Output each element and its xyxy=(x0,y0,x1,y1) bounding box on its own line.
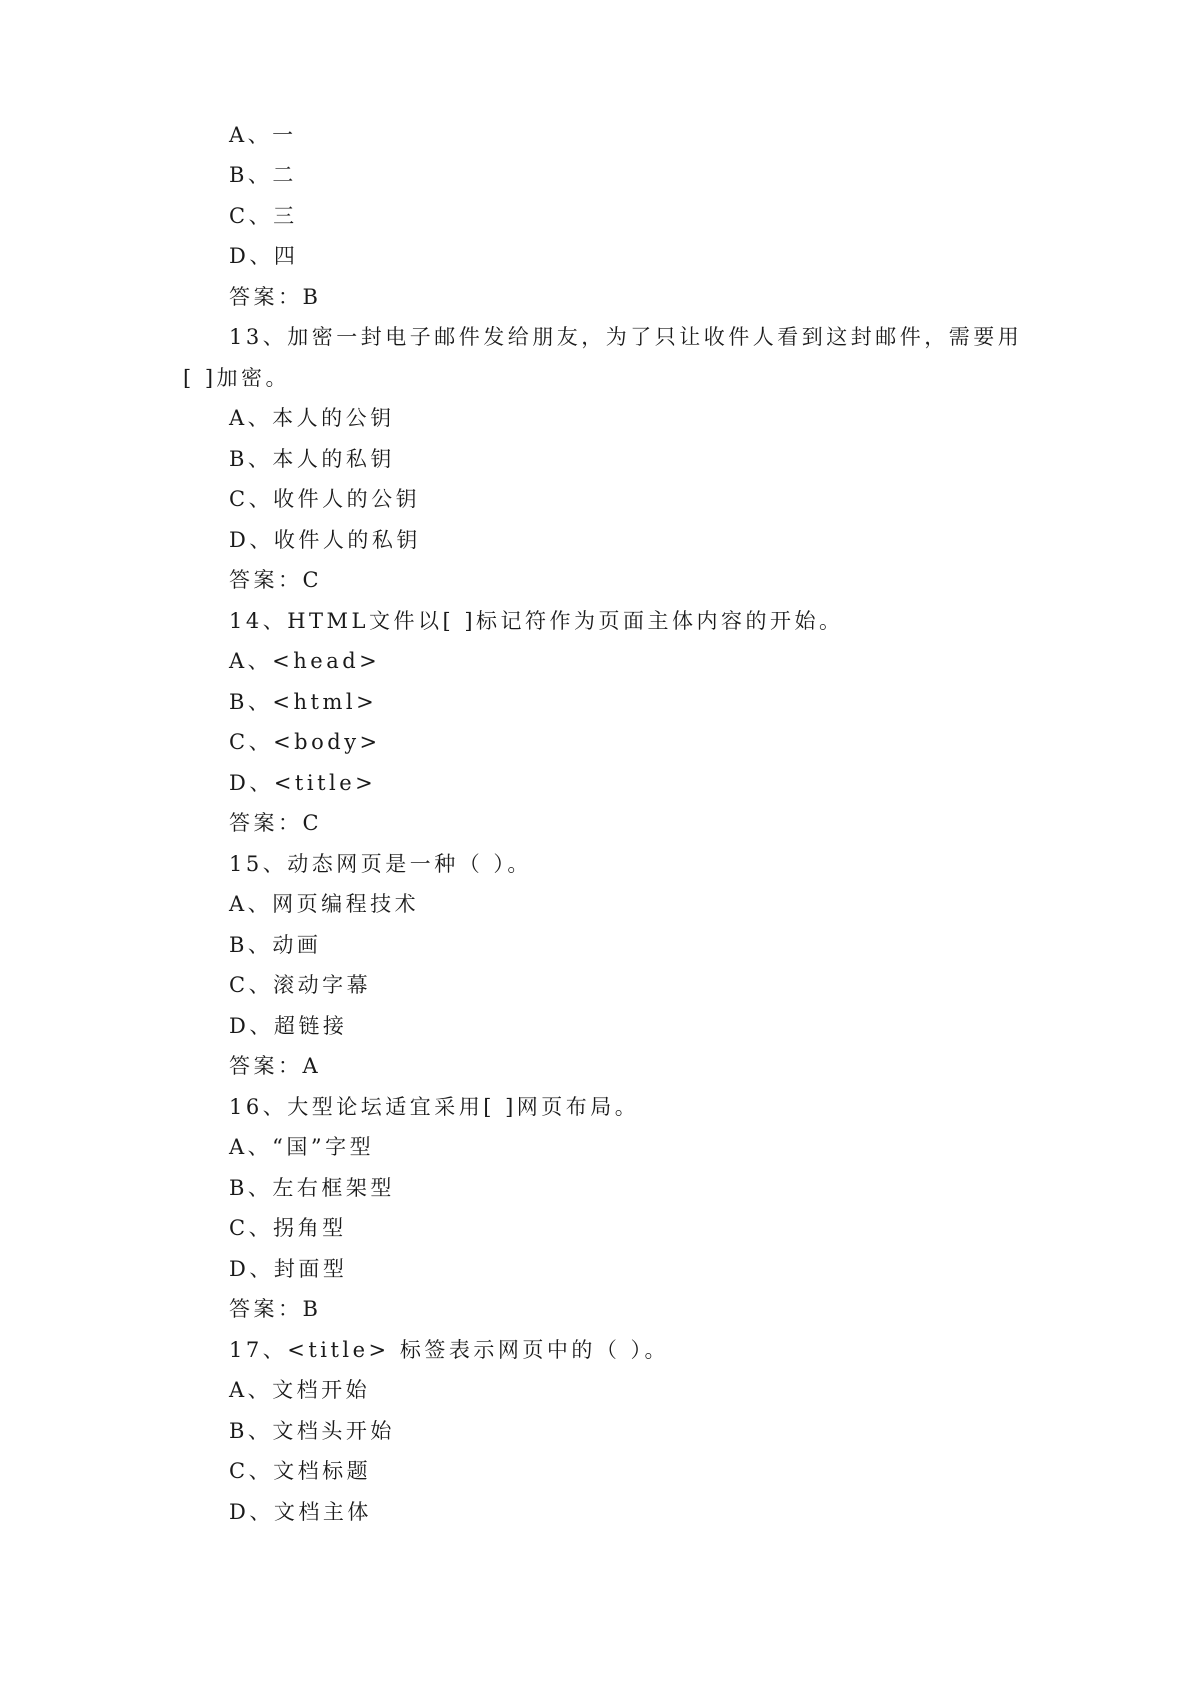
q16-option-c: C、拐角型 xyxy=(229,1216,347,1240)
q14-question: 14、HTML文件以[ ]标记符作为页面主体内容的开始。 xyxy=(229,609,844,633)
q15-question: 15、动态网页是一种（ ）。 xyxy=(229,852,532,876)
q17-option-c: C、文档标题 xyxy=(229,1459,372,1483)
q14-answer: 答案：C xyxy=(229,811,323,835)
q14-option-d: D、<title> xyxy=(229,771,377,795)
q12-option-a: A、一 xyxy=(229,123,297,147)
q14-option-a: A、<head> xyxy=(229,649,381,673)
q13-option-d: D、收件人的私钥 xyxy=(229,528,421,552)
q16-answer: 答案：B xyxy=(229,1297,322,1321)
q13-option-b: B、本人的私钥 xyxy=(229,447,395,471)
q12-option-b: B、二 xyxy=(229,163,297,187)
q16-option-d: D、封面型 xyxy=(229,1257,348,1281)
q13-question-cont: [ ]加密。 xyxy=(183,366,291,390)
q13-question: 13、加密一封电子邮件发给朋友，为了只让收件人看到这封邮件，需要用 xyxy=(229,325,1023,349)
q13-option-c: C、收件人的公钥 xyxy=(229,487,421,511)
q12-answer: 答案：B xyxy=(229,285,322,309)
q15-option-b: B、动画 xyxy=(229,933,322,957)
q14-option-c: C、<body> xyxy=(229,730,381,754)
q12-option-c: C、三 xyxy=(229,204,298,228)
q17-option-a: A、文档开始 xyxy=(229,1378,371,1402)
q15-option-c: C、滚动字幕 xyxy=(229,973,372,997)
q14-option-b: B、<html> xyxy=(229,690,378,714)
q16-option-a: A、“国”字型 xyxy=(229,1135,375,1159)
q13-answer: 答案：C xyxy=(229,568,323,592)
q16-question: 16、大型论坛适宜采用[ ]网页布局。 xyxy=(229,1095,640,1119)
q16-option-b: B、左右框架型 xyxy=(229,1176,395,1200)
q17-question: 17、<title> 标签表示网页中的（ ）。 xyxy=(229,1338,670,1362)
q17-option-b: B、文档头开始 xyxy=(229,1419,395,1443)
q13-option-a: A、本人的公钥 xyxy=(229,406,395,430)
q15-answer: 答案：A xyxy=(229,1054,322,1078)
q17-option-d: D、文档主体 xyxy=(229,1500,372,1524)
q15-option-d: D、超链接 xyxy=(229,1014,348,1038)
q12-option-d: D、四 xyxy=(229,244,299,268)
q15-option-a: A、网页编程技术 xyxy=(229,892,420,916)
